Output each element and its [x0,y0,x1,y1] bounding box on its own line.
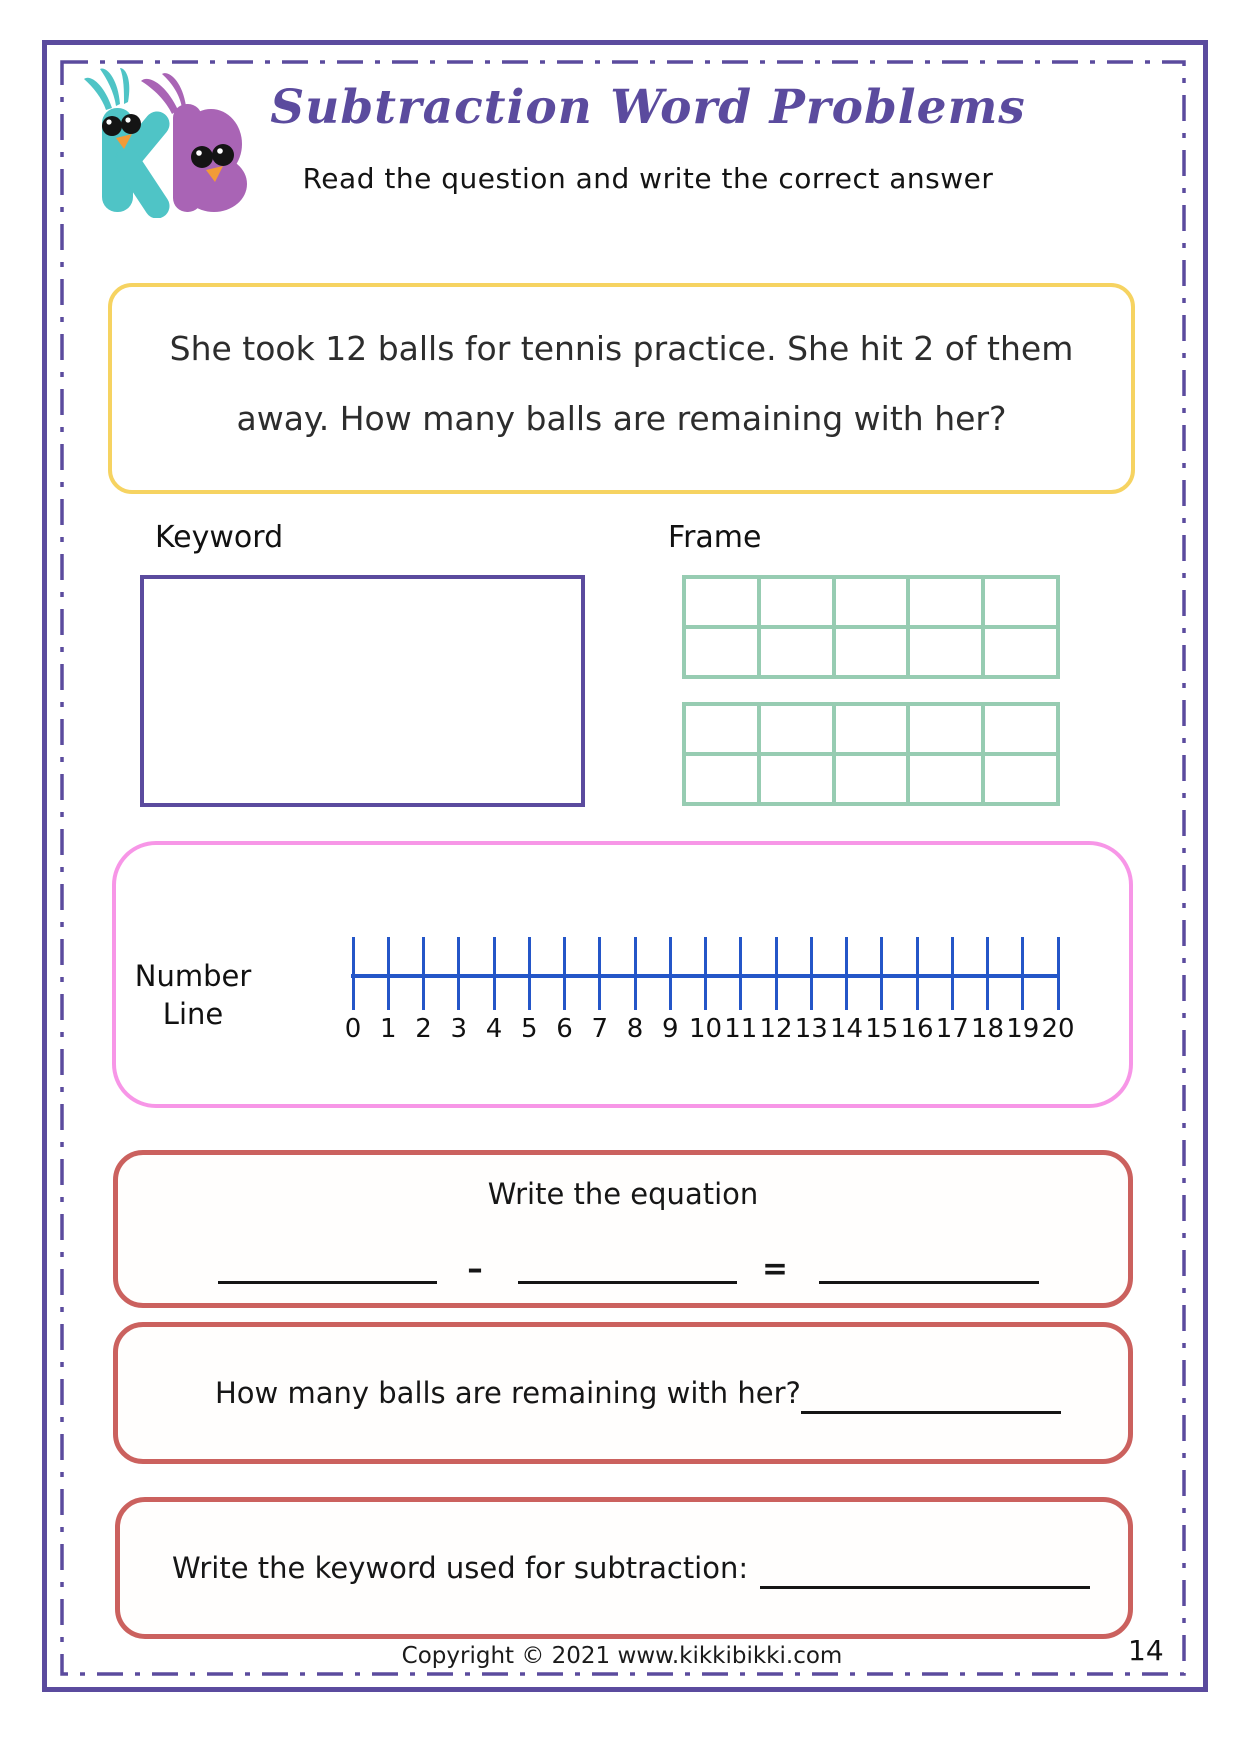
ten-frame-cell[interactable] [834,577,909,627]
question-line-1: She took 12 balls for tennis practice. She hit 2 of them [169,329,1074,368]
number-line-tick-label: 1 [379,1014,397,1044]
number-line-tick-label: 8 [626,1014,644,1044]
answer-prompt: How many balls are remaining with her? [215,1376,801,1410]
number-line-tick [387,937,390,1010]
number-line-tick-label: 20 [1041,1014,1075,1044]
keyword-answer-box [115,1497,1133,1639]
number-line-tick [880,937,883,1010]
number-line-tick [493,937,496,1010]
keyword-blank[interactable] [760,1560,1090,1589]
ten-frame-cell[interactable] [908,627,983,677]
number-line-tick [951,937,954,1010]
number-line-tick [845,937,848,1010]
number-line-tick-label: 4 [485,1014,503,1044]
number-line-tick [1021,937,1024,1010]
ten-frame-cell[interactable] [983,627,1058,677]
number-line-tick-label: 0 [344,1014,362,1044]
number-line-tick-label: 6 [556,1014,573,1044]
number-line-tick [775,937,778,1010]
number-line-tick [598,937,601,1010]
number-line-tick-label: 12 [759,1014,793,1044]
kikkibikki-logo-icon [80,64,252,218]
number-line-tick-label: 11 [724,1014,758,1044]
number-line-tick [986,937,989,1010]
ten-frame-top [682,575,1060,679]
number-line-tick-label: 2 [415,1014,432,1044]
equation-box [113,1150,1133,1308]
number-line-tick [810,937,813,1010]
number-line-tick-label: 16 [900,1014,934,1044]
equation-blank-subtrahend[interactable] [518,1251,737,1284]
ten-frame-cell[interactable] [983,704,1058,754]
number-line-tick [352,937,355,1010]
ten-frame-cell[interactable] [759,754,834,804]
number-line-tick-label: 19 [1006,1014,1040,1044]
ten-frame-cell[interactable] [684,704,759,754]
ten-frame-cell[interactable] [834,627,909,677]
number-line-tick-label: 17 [935,1014,969,1044]
number-line [340,928,1075,1046]
copyright-text: Copyright © 2021 www.kikkibikki.com [401,1643,843,1669]
ten-frame-cell[interactable] [684,754,759,804]
keyword-write-box[interactable] [140,575,585,807]
number-line-tick-label: 13 [794,1014,828,1044]
number-line-caption-line1: Number [134,959,252,993]
ten-frame-cell[interactable] [908,704,983,754]
answer-blank[interactable] [801,1385,1061,1414]
ten-frame-cell[interactable] [759,704,834,754]
number-line-caption-line2: Line [162,997,224,1031]
number-line-tick-label: 18 [970,1014,1005,1044]
number-line-tick-label: 15 [865,1014,899,1044]
number-line-tick [528,937,531,1010]
equation-blank-difference[interactable] [819,1251,1039,1284]
number-line-tick-label: 14 [829,1014,864,1044]
number-line-tick [563,937,566,1010]
ten-frame-cell[interactable] [908,754,983,804]
number-line-tick-label: 10 [688,1014,723,1044]
equals-sign: = [762,1251,788,1287]
page-number: 14 [1128,1634,1164,1667]
number-line-tick [916,937,919,1010]
ten-frame-bottom [682,702,1060,806]
ten-frame-cell[interactable] [759,627,834,677]
question-box [108,283,1135,494]
ten-frame-cell[interactable] [684,577,759,627]
number-line-tick [669,937,672,1010]
equation-box-title: Write the equation [487,1177,759,1211]
ten-frame-cell[interactable] [983,754,1058,804]
equation-blank-minuend[interactable] [218,1251,437,1284]
number-line-caption [133,957,253,1033]
frame-label: Frame [668,520,762,555]
minus-sign: – [467,1251,483,1287]
ten-frame-cell[interactable] [908,577,983,627]
number-line-tick [1057,937,1060,1010]
ten-frame-cell[interactable] [684,627,759,677]
ten-frame-cell[interactable] [834,704,909,754]
question-line-2: away. How many balls are remaining with her? [236,399,1007,438]
number-line-tick-label: 3 [450,1014,468,1044]
keyword-label: Keyword [155,520,284,555]
number-line-tick-label: 9 [661,1014,679,1044]
number-line-tick [704,937,707,1010]
page-title: Subtraction Word Problems [270,80,1026,135]
logo-letter-k [84,68,157,212]
number-line-tick [739,937,742,1010]
number-line-tick [634,937,637,1010]
number-line-tick-label: 7 [591,1014,609,1044]
answer-box [113,1322,1133,1464]
keyword-prompt: Write the keyword used for subtraction: [172,1551,749,1585]
page-subtitle: Read the question and write the correct answer [302,162,994,195]
ten-frame-cell[interactable] [834,754,909,804]
number-line-tick-label: 5 [520,1014,538,1044]
number-line-tick [457,937,460,1010]
number-line-tick [422,937,425,1010]
ten-frame-cell[interactable] [759,577,834,627]
ten-frame-cell[interactable] [983,577,1058,627]
